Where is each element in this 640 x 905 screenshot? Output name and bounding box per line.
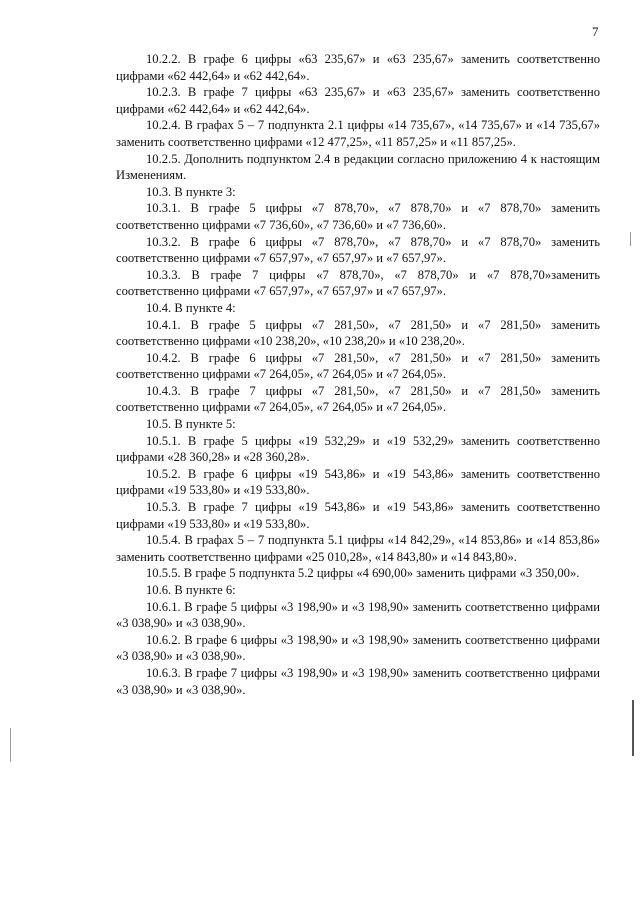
paragraph-10-5-5: 10.5.5. В графе 5 подпункта 5.2 цифры «4 690,00» заменить цифрами «3 350,00». <box>146 566 580 581</box>
paragraph-10-6-1: 10.6.1. В графе 5 цифры «3 198,90» и «3 198,90» заменить соответственно цифрами «3 038,90» и «3 038,90». <box>116 599 600 631</box>
paragraph-10-6-2: 10.6.2. В графе 6 цифры «3 198,90» и «3 198,90» заменить соответственно цифрами «3 038,90» и «3 038,90». <box>116 632 600 664</box>
scan-edge-mark-left <box>10 728 11 762</box>
paragraph-10-3-1: 10.3.1. В графе 5 цифры «7 878,70», «7 878,70» и «7 878,70» заменить соответственно цифрами «7 736,60», «7 736,60» и «7 736,60». <box>116 201 600 232</box>
paragraph-10-5-3: 10.5.3. В графе 7 цифры «19 543,86» и «19 543,86» заменить соответственно цифрами «19 533,80» и «19 533,80». <box>116 500 600 531</box>
paragraph-10-3-2: 10.3.2. В графе 6 цифры «7 878,70», «7 878,70» и «7 878,70» заменить соответственно цифрами «7 657,97», «7 657,97» и «7 657,97». <box>116 234 600 266</box>
paragraph-10-2-4: 10.2.4. В графах 5 – 7 подпункта 2.1 цифры «14 735,67», «14 735,67» и «14 735,67» заменить соответственно цифрами «12 477,25», «11 857,25» и «11 857,25». <box>116 118 600 149</box>
page-number: 7 <box>592 24 599 39</box>
paragraph-10-5-4: 10.5.4. В графах 5 – 7 подпункта 5.1 цифры «14 842,29», «14 853,86» и «14 853,86» заменить соответственно цифрами «25 010,28», «14 843,80» и «14 843,80». <box>116 533 600 564</box>
paragraph-10-2-5: 10.2.5. Дополнить подпунктом 2.4 в редакции согласно приложению 4 к настоящим Изменениям. <box>116 151 600 183</box>
paragraph-10-4-1: 10.4.1. В графе 5 цифры «7 281,50», «7 281,50» и «7 281,50» заменить соответственно цифрами «10 238,20», «10 238,20» и «10 238,20». <box>116 317 600 349</box>
paragraph-10-6: 10.6. В пункте 6: <box>146 583 236 597</box>
paragraph-10-3: 10.3. В пункте 3: <box>146 184 236 199</box>
paragraph-10-5-1: 10.5.1. В графе 5 цифры «19 532,29» и «19 532,29» заменить соответственно цифрами «28 360,28» и «28 360,28». <box>116 433 600 465</box>
paragraph-10-5: 10.5. В пункте 5: <box>146 417 236 432</box>
paragraph-10-5-2: 10.5.2. В графе 6 цифры «19 543,86» и «19 543,86» заменить соответственно цифрами «19 533,80» и «19 533,80». <box>116 466 600 498</box>
paragraph-10-3-3: 10.3.3. В графе 7 цифры «7 878,70», «7 878,70» и «7 878,70»заменить соответственно цифрами «7 657,97», «7 657,97» и «7 657,97». <box>116 267 600 299</box>
paragraph-10-4-3: 10.4.3. В графе 7 цифры «7 281,50», «7 281,50» и «7 281,50» заменить соответственно цифрами «7 264,05», «7 264,05» и «7 264,05». <box>116 383 600 415</box>
paragraph-10-6-3: 10.6.3. В графе 7 цифры «3 198,90» и «3 198,90» заменить соответственно цифрами «3 038,90» и «3 038,90». <box>116 665 600 697</box>
paragraph-10-4-2: 10.4.2. В графе 6 цифры «7 281,50», «7 281,50» и «7 281,50» заменить соответственно цифрами «7 264,05», «7 264,05» и «7 264,05». <box>116 350 600 382</box>
paragraph-10-4: 10.4. В пункте 4: <box>146 300 236 315</box>
scan-edge-mark-right-lower <box>632 700 634 756</box>
paragraph-10-2-3: 10.2.3. В графе 7 цифры «63 235,67» и «63 235,67» заменить соответственно цифрами «62 442,64» и «62 442,64». <box>116 85 600 116</box>
scan-edge-mark-right-upper <box>630 232 631 246</box>
paragraph-10-2-2: 10.2.2. В графе 6 цифры «63 235,67» и «63 235,67» заменить соответственно цифрами «62 442,64» и «62 442,64». <box>116 52 600 83</box>
document-body <box>116 51 600 698</box>
